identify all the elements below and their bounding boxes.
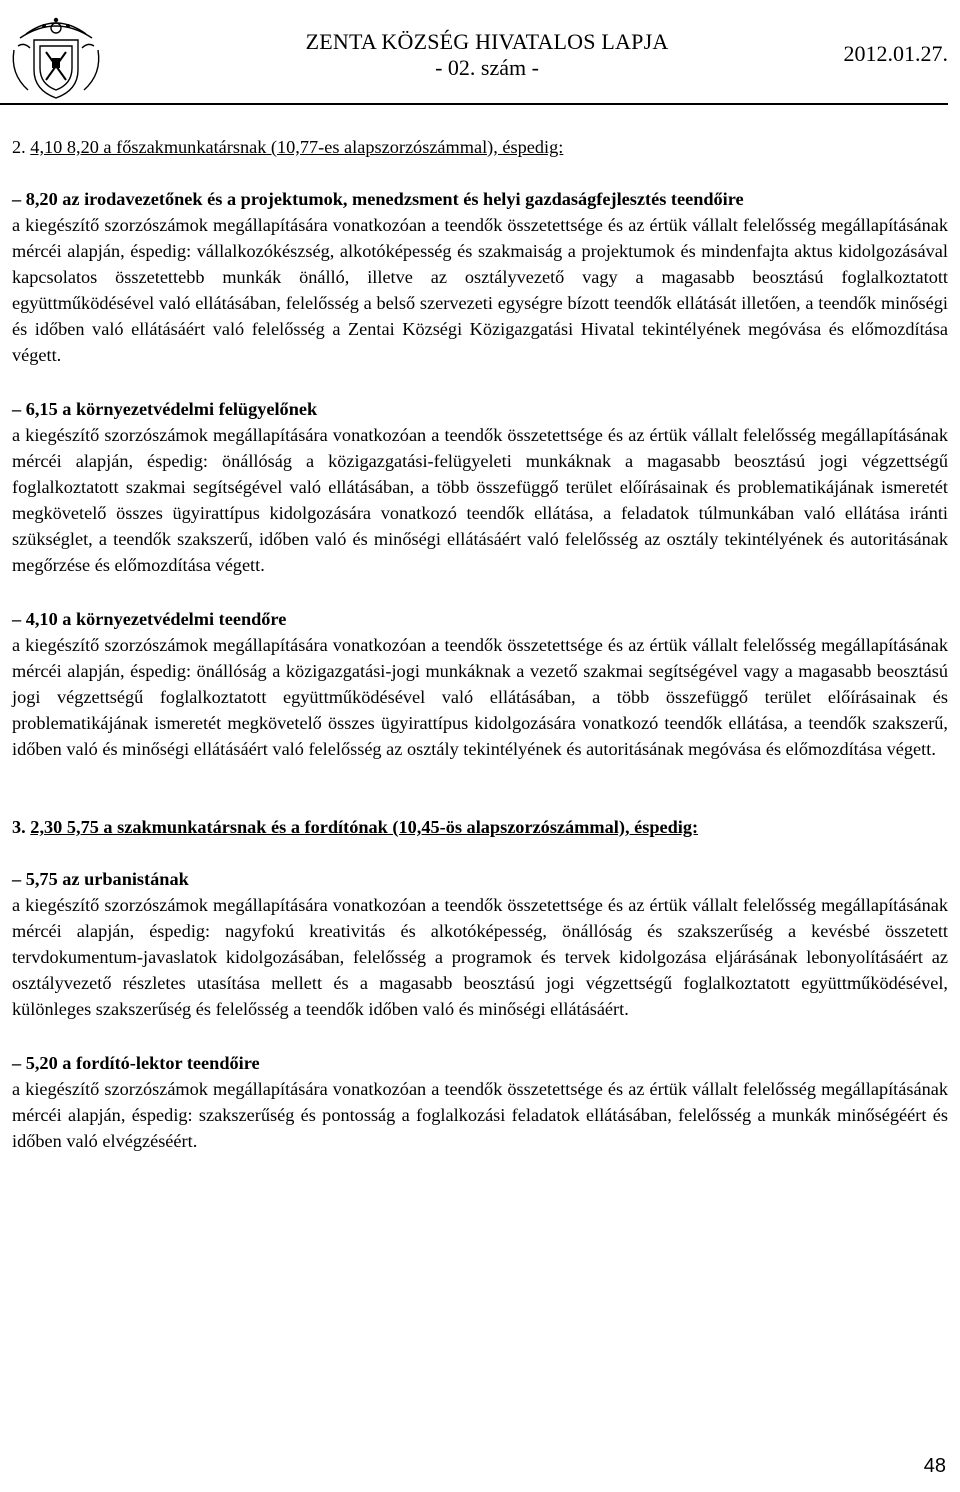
item-text: a kiegészítő szorzószámok megállapítására vonatkozóan a teendők összetettsége és az értük vállalt felelősség megállapításának mércéi alapján, éspedig: szakszerűség és pontosság a foglalkozási feladatok ellátásában, felelősség a munkák minőségéért és időben való elvégzéséért. [12,1079,948,1151]
header-issue: - 02. szám - [435,55,539,80]
section-number: 2. [12,137,26,157]
item-text: a kiegészítő szorzószámok megállapítására vonatkozóan a teendők összetettsége és az értük vállalt felelősség megállapításának mércéi alapján, éspedig: vállalkozókészség, alkotóképesség és szakmaiság a projektumok és mindenfajta aktus kidolgozásával kapcsolatos összetettebb munkák önálló, illetve az osztályvezető vagy a magasabb beosztású foglalkoztatott együttműködésével való ellátásában, felelősség a belső szervezeti egységre bízott teendők ellátását illetően, a teendők minőségi és időben való ellátásáért való felelősség a Zentai Községi Közigazgatási Hivatal tekintélyének megóvása és előmozdítása végett. [12,215,948,365]
item-title: – 5,20 a fordító-lektor teendőire [12,1053,260,1073]
section-title: 4,10 8,20 a főszakmunkatársnak (10,77-es alapszorzószámmal), éspedig: [30,137,564,157]
item-title: – 6,15 a környezetvédelmi felügyelőnek [12,399,318,419]
header-date: 2012.01.27. [843,41,948,66]
document-body [12,134,948,1154]
page-header [0,0,960,110]
item-title: – 8,20 az irodavezetőnek és a projektumok, menedzsment és helyi gazdaságfejlesztés teendőire [12,189,744,209]
section-heading [12,814,948,840]
section-number: 3. [12,817,26,837]
item-title: – 5,75 az urbanistának [12,869,189,889]
header-divider [0,103,948,105]
page-number: 48 [923,1455,946,1477]
item-text: a kiegészítő szorzószámok megállapítására vonatkozóan a teendők összetettsége és az értük vállalt felelősség megállapításának mércéi alapján, éspedig: önállóság a közigazgatási-felügyeleti munkáknak a magasabb beosztású jogi végzettségű foglalkoztatott szakmai segítségével való ellátásában, a több összefüggő terület előírásainak és problematikájának ismeretét megkövetelő összes ügyirattípus kidolgozására vonatkozó teendők ellátása, a feladatok túlmunkában való ellátása iránti szükséglet, a teendők szakszerű, időben való és minőségi ellátásáért való felelősség az osztály tekintélyének és autoritásának megőrzése és előmozdítása végett. [12,425,948,575]
item-text: a kiegészítő szorzószámok megállapítására vonatkozóan a teendők összetettsége és az értük vállalt felelősség megállapításának mércéi alapján, éspedig: önállóság a közigazgatási-jogi munkáknak a vezető szakmai segítségével vagy a magasabb beosztású jogi végzettségű foglalkoztatott együttműködésével való ellátásában, a több összefüggő terület előírásainak és problematikájának ismeretét megkövetelő összes ügyirattípus kidolgozására vonatkozó teendők ellátása, a teendők szakszerű, időben való és minőségi ellátásáért való felelősség az osztály tekintélyének és autoritásának megóvása és előmozdítása végett. [12,635,948,759]
item-text: a kiegészítő szorzószámok megállapítására vonatkozóan a teendők összetettsége és az értük vállalt felelősség megállapításának mércéi alapján, éspedig: nagyfokú kreativitás és alkotóképesség, önállóság és szakszerűség a kevésbé összetett tervdokumentum-javaslatok kidolgozásában, felelősség a programok és tervek kidolgozása eljárásának lebonyolításáért az osztályvezető részletes utasítása mellett és a magasabb beosztású jogi végzettségű foglalkoztatott együttműködésével, különleges szakszerűség és felelősség a teendők időben való és minőségi ellátásáért. [12,895,948,1019]
section-heading [12,134,948,160]
header-title: ZENTA KÖZSÉG HIVATALOS LAPJA [305,29,669,54]
section-title: 2,30 5,75 a szakmunkatársnak és a fordítónak (10,45-ös alapszorzószámmal), éspedig: [30,817,699,837]
coat-of-arms-icon [6,4,106,104]
item-title: – 4,10 a környezetvédelmi teendőre [12,609,287,629]
